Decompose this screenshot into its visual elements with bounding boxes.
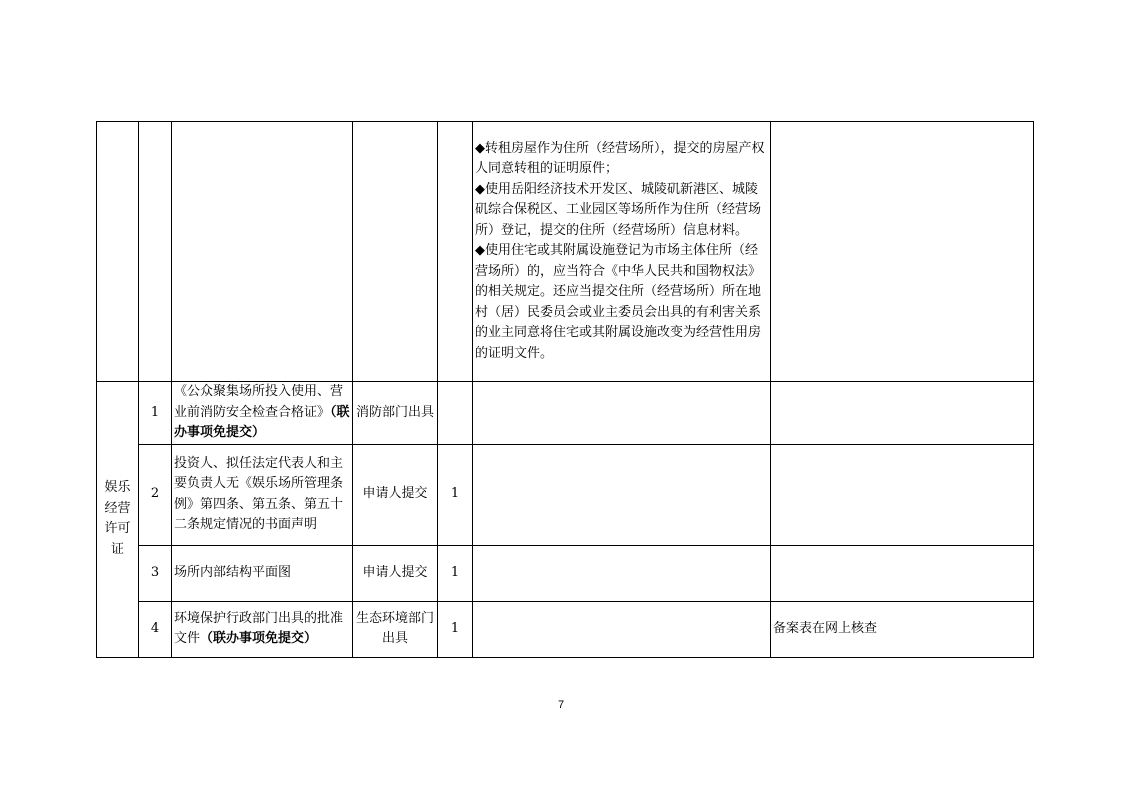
note-cell [771,382,1034,445]
count-cell [438,382,473,445]
material-line-residential: ◆使用住宅或其附属设施登记为市场主体住所（经营场所）的，应当符合《中华人民共和国物权法》的相关规定。还应当提交住所（经营场所）所在地村（居）民委员会或业主委员会出具的有利害关系的业主同意将住宅或其附属设施改变为经营性用房的证明文件。 [475,243,762,361]
count-cell-empty [438,122,473,382]
requirement-bold-note: （联办事项免提交） [200,631,318,646]
row-number: 1 [139,382,172,445]
source-cell: 生态环境部门出具 [353,601,438,657]
category-label: 娱乐经营许可证 [104,480,131,557]
requirement-cell [172,545,353,601]
material-detail-cell [473,122,771,382]
requirement-text: 投资人、拟任法定代表人和主要负责人无《娱乐场所管理条例》第四条、第五条、第五十二条规定情况的书面声明 [174,455,344,532]
source-cell-empty [353,122,438,382]
detail-cell [473,382,771,445]
requirement-cell [172,601,353,657]
count-cell: 1 [438,444,473,545]
requirement-bold-note: （联办事项免提交） [174,404,350,440]
source-cell: 申请人提交 [353,444,438,545]
table-row [97,444,1034,545]
table-row-top [97,122,1034,382]
page-number: 7 [557,699,565,711]
count-cell: 1 [438,601,473,657]
note-cell [771,545,1034,601]
detail-cell [473,545,771,601]
source-cell: 申请人提交 [353,545,438,601]
requirement-cell-empty [172,122,353,382]
material-line-zone: ◆使用岳阳经济技术开发区、城陵矶新港区、城陵矶综合保税区、工业园区等场所作为住所（经营场所）登记，提交的住所（经营场所）信息材料。 [475,181,762,238]
table-row [97,382,1034,445]
row-number: 3 [139,545,172,601]
materials-table [96,121,1034,658]
num-cell-empty [139,122,172,382]
row-number: 4 [139,601,172,657]
category-cell-empty [97,122,139,382]
requirement-text: 环境保护行政部门出具的批准文件 [174,610,344,646]
note-cell-empty [771,122,1034,382]
note-cell [771,444,1034,545]
category-cell [97,382,139,658]
count-cell: 1 [438,545,473,601]
requirement-cell [172,444,353,545]
requirement-text: 场所内部结构平面图 [174,564,292,580]
requirement-cell [172,382,353,445]
table-row [97,601,1034,657]
row-number: 2 [139,444,172,545]
note-cell: 备案表在网上核查 [771,601,1034,657]
requirement-text: 《公众聚集场所投入使用、营业前消防安全检查合格证》 [174,384,344,420]
table-row [97,545,1034,601]
source-cell: 消防部门出具 [353,382,438,445]
detail-cell [473,601,771,657]
material-line-sublease: ◆转租房屋作为住所（经营场所），提交的房屋产权人同意转租的证明原件； [475,140,765,177]
detail-cell [473,444,771,545]
